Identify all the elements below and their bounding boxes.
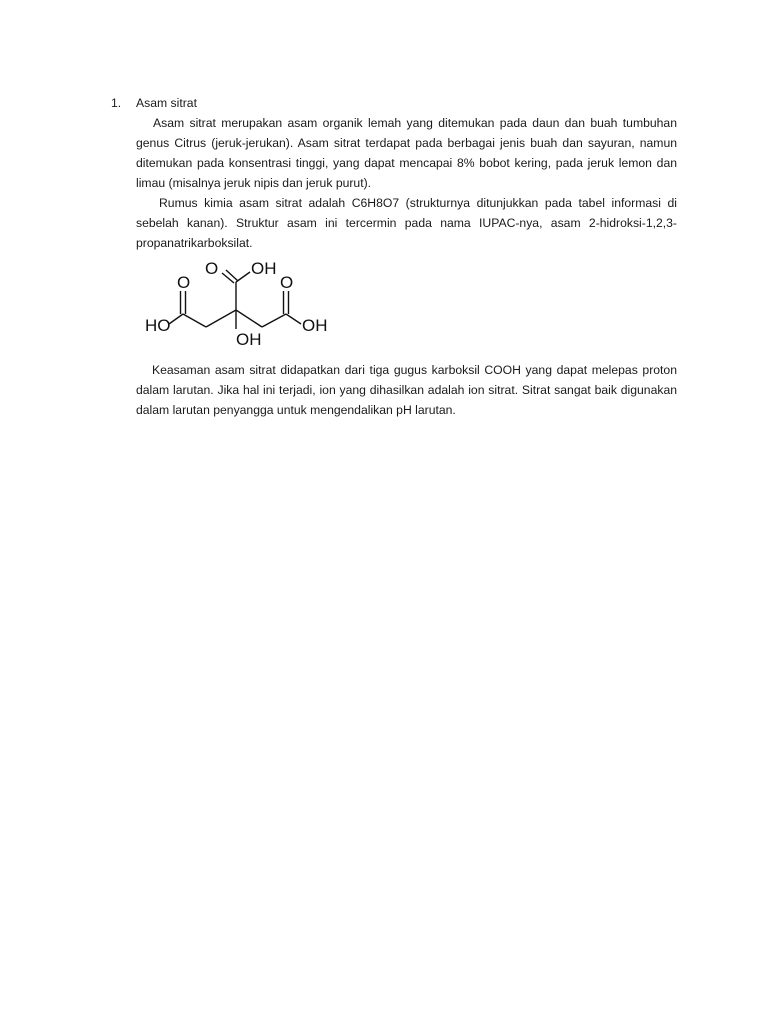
atom-label: HO xyxy=(145,316,171,335)
numbered-list-item xyxy=(111,94,677,420)
citric-acid-structure xyxy=(136,257,356,352)
atom-label: O xyxy=(280,273,294,292)
atom-label: OH xyxy=(236,330,262,349)
list-item-heading xyxy=(111,94,677,113)
bond xyxy=(236,272,250,282)
list-number: 1. xyxy=(111,96,122,110)
bond xyxy=(222,273,234,283)
paragraph-acidity: Keasaman asam sitrat didapatkan dari tiga gugus karboksil COOH yang dapat melepas proton dalam larutan. Jika hal ini terjadi, ion yang dihasilkan adalah ion sitrat. Sitrat sangat baik digunakan dalam larutan penyangga untuk mengendalikan pH larutan. xyxy=(136,363,677,417)
bond xyxy=(183,314,206,327)
bond xyxy=(262,314,286,327)
atom-label: OH xyxy=(302,316,328,335)
bond xyxy=(286,314,301,324)
section-body xyxy=(136,113,677,420)
atom-label: O xyxy=(177,273,191,292)
atom-label: O xyxy=(205,259,219,278)
bond xyxy=(169,314,183,324)
bond xyxy=(226,270,238,281)
bond xyxy=(236,310,262,327)
paragraph-intro: Asam sitrat merupakan asam organik lemah yang ditemukan pada daun dan buah tumbuhan genus Citrus (jeruk-jerukan). Asam sitrat terdapat pada berbagai jenis buah dan sayuran, namun ditemukan pada konsentrasi tinggi, yang dapat mencapai 8% bobot kering, pada jeruk lemon dan limau (misalnya jeruk nipis dan jeruk purut). xyxy=(136,116,677,190)
bond xyxy=(206,310,236,327)
section-title: Asam sitrat xyxy=(136,96,197,110)
atom-label: OH xyxy=(251,259,277,278)
paragraph-formula: Rumus kimia asam sitrat adalah C6H8O7 (strukturnya ditunjukkan pada tabel informasi di sebelah kanan). Struktur asam ini tercermin pada nama IUPAC-nya, asam 2-hidroksi-1,2,3-propanatrikarboksilat. xyxy=(136,196,677,250)
